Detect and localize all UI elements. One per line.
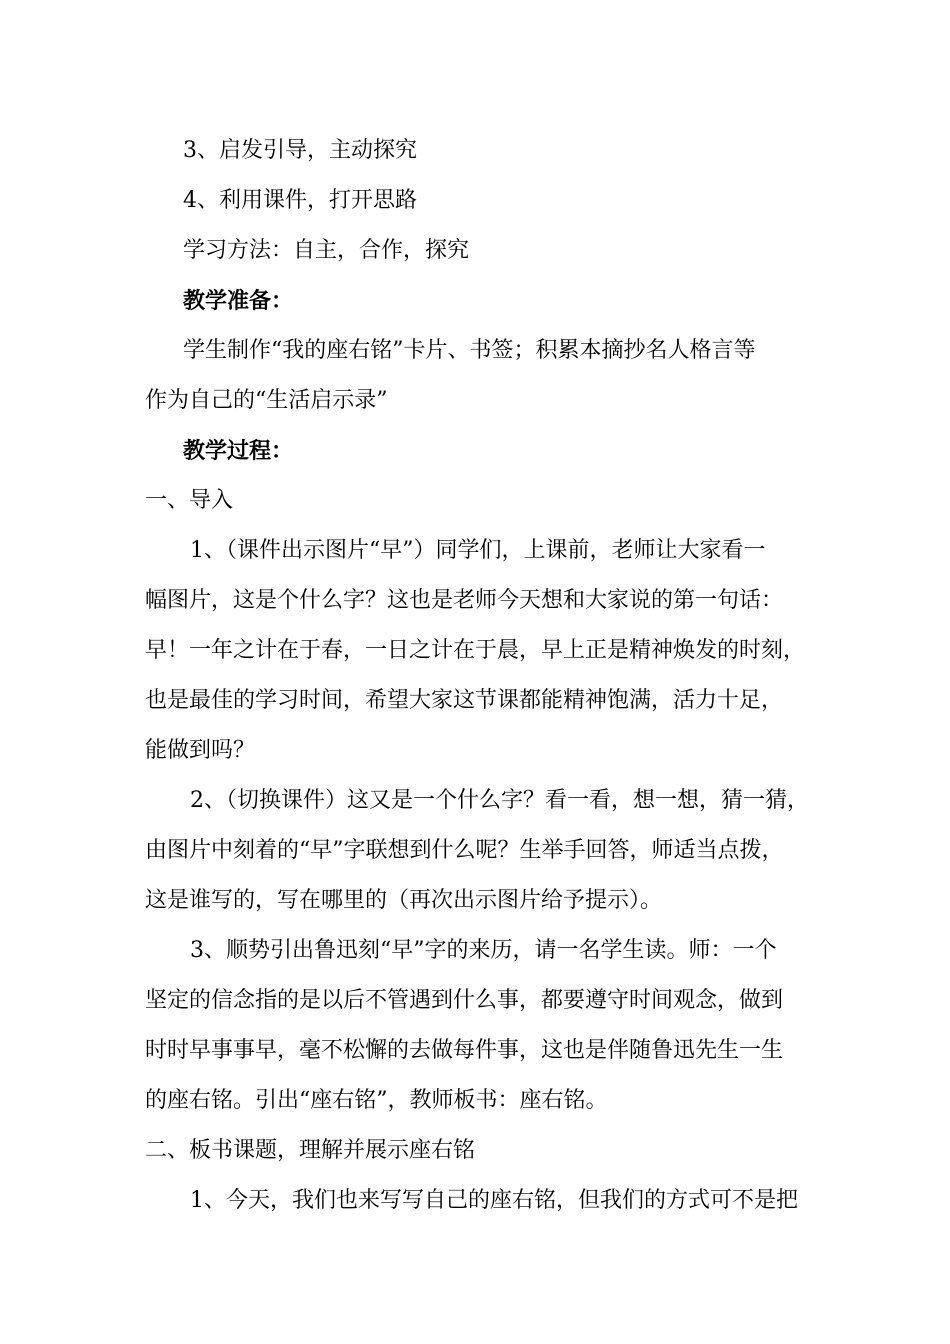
paragraph-line: 这是谁写的，写在哪里的（再次出示图片给予提示）。 xyxy=(145,888,663,913)
paragraph-line: 作为自己的“生活启示录” xyxy=(145,388,388,413)
paragraph-line: 也是最佳的学习时间，希望大家这节课都能精神饱满，活力十足， xyxy=(145,688,784,713)
method-item-4: 4、利用课件，打开思路 xyxy=(183,188,417,213)
paragraph-line: 3、顺势引出鲁迅刻“早”字的来历，请一名学生读。师：一个 xyxy=(190,938,777,963)
paragraph-line: 时时早事事早，毫不松懈的去做每件事，这也是伴随鲁迅先生一生 xyxy=(145,1038,784,1063)
section-heading-two: 二、板书课题，理解并展示座右铭 xyxy=(145,1138,476,1163)
paragraph-line: 能做到吗？ xyxy=(145,738,256,763)
section-heading-intro: 一、导入 xyxy=(145,488,234,513)
section-heading-preparation: 教学准备： xyxy=(183,288,294,314)
paragraph-line: 由图片中刻着的“早”字联想到什么呢？生举手回答，师适当点拨， xyxy=(145,838,784,863)
paragraph-line: 早！一年之计在于春，一日之计在于晨，早上正是精神焕发的时刻， xyxy=(145,638,806,663)
learning-methods: 学习方法：自主，合作，探究 xyxy=(183,238,470,263)
section-heading-process: 教学过程： xyxy=(183,438,294,464)
method-item-3: 3、启发引导，主动探究 xyxy=(183,138,417,163)
paragraph-line: 坚定的信念指的是以后不管遇到什么事，都要遵守时间观念，做到 xyxy=(145,988,784,1013)
paragraph-line: 1、（课件出示图片“早”）同学们，上课前，老师让大家看一 xyxy=(190,538,766,563)
paragraph-line: 1、今天，我们也来写写自己的座右铭，但我们的方式可不是把 xyxy=(190,1188,798,1213)
paragraph-line: 学生制作“我的座右铭”卡片、书签；积累本摘抄名人格言等 xyxy=(183,338,756,363)
paragraph-line: 的座右铭。引出“座右铭”，教师板书：座右铭。 xyxy=(145,1088,608,1113)
paragraph-line: 2、（切换课件）这又是一个什么字？看一看，想一想，猜一猜， xyxy=(190,788,809,813)
paragraph-line: 幅图片，这是个什么字？这也是老师今天想和大家说的第一句话： xyxy=(145,588,784,613)
